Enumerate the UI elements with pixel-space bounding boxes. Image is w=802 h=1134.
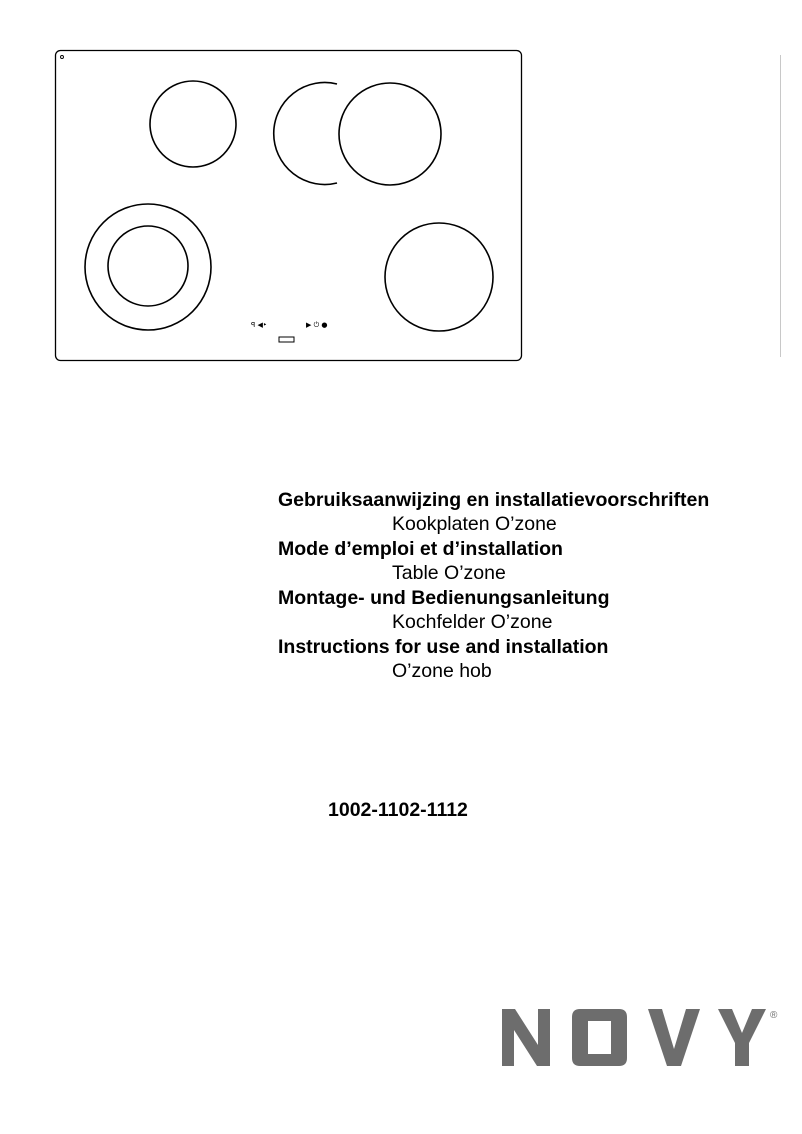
- hob-illustration: [0, 0, 802, 380]
- subtitle-german: Kochfelder O’zone: [392, 611, 553, 633]
- page-edge-line: [780, 55, 781, 357]
- cooking-zone-front-left-outer: [85, 204, 211, 330]
- cooking-zone-rear-left: [150, 81, 236, 167]
- cooking-zone-front-right: [385, 223, 493, 331]
- subtitle-dutch: Kookplaten O’zone: [392, 513, 557, 535]
- title-block: [278, 488, 788, 684]
- heading-dutch: Gebruiksaanwijzing en installatievoorschriften: [278, 489, 710, 511]
- model-numbers: 1002-1102-1112: [328, 799, 468, 821]
- novy-wordmark: [502, 1009, 766, 1066]
- title-group-dutch: [278, 488, 788, 537]
- logo-letter-y: [718, 1009, 766, 1066]
- logo-letter-v: [648, 1009, 700, 1066]
- cooking-zone-front-left-inner: [108, 226, 188, 306]
- cooking-zone-rear-middle-extension: [274, 83, 337, 185]
- trademark-symbol: ®: [770, 1010, 778, 1021]
- logo-letter-o: [572, 1009, 627, 1066]
- control-symbols-right: ▶ ⏻ ●: [306, 321, 328, 329]
- logo-letter-n: [502, 1009, 550, 1066]
- subtitle-french: Table O’zone: [392, 562, 506, 584]
- heading-french: Mode d’emploi et d’installation: [278, 538, 563, 560]
- heading-english: Instructions for use and installation: [278, 636, 609, 658]
- title-group-german: [278, 586, 788, 635]
- display-window: [279, 337, 294, 342]
- heading-german: Montage- und Bedienungsanleitung: [278, 587, 610, 609]
- subtitle-english: O’zone hob: [392, 660, 492, 682]
- cooking-zone-rear-right: [339, 83, 441, 185]
- title-group-english: [278, 635, 788, 684]
- novy-logo: [500, 1005, 785, 1070]
- title-group-french: [278, 537, 788, 586]
- corner-marker: [61, 56, 64, 59]
- control-symbols-left: ꟼ ◀‣: [251, 321, 267, 329]
